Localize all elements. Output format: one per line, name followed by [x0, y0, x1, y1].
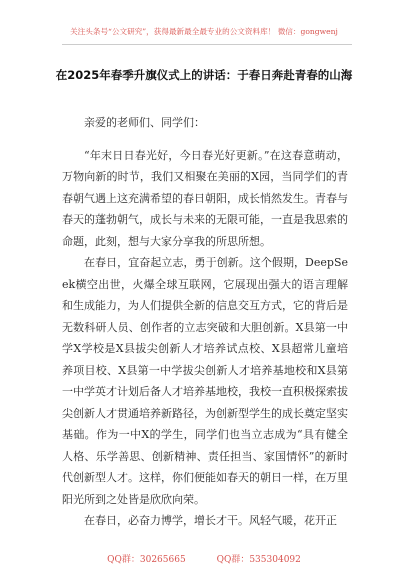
footer [0, 552, 408, 565]
footer-qq-group-1: QQ群：30265665 [107, 555, 186, 565]
salutation: 亲爱的老师们、同学们： [84, 116, 205, 129]
header-divider [62, 44, 352, 45]
paragraph-3: 在春日，必奋力博学，增长才干。风轻气暖，花开正 [84, 514, 337, 527]
paragraph-1: “年末日日春光好，今日春光好更新。”在这春意萌动，万物向新的时节，我们又相聚在美丽的X园，当同学们的青春朝气遇上这充满希望的春日朝阳，成长悄然发生。青春与春天的蓬勃朝气，成长与未来的无限可能，一直是我思索的命题，此刻，想与大家分享我的所思所想。 [62, 148, 348, 248]
paragraph-2: 在春日，宜奋起立志，勇于创新。这个假期，DeepSeek横空出世，火爆全球互联网，它展现出强大的语言理解和生成能力，为人们提供全新的信息交互方式，它的背后是无数科研人员、创作者的立志突破和大胆创新。X县第一中学X学校是X县拔尖创新人才培养试点校、X县超常儿童培养项目校、X县第一中学拔尖创新人才培养基地校和X县第一中学英才计划后备人才培养基地校，我校一直积极探索拔尖创新人才贯通培养新路径，为创新型学生的成长奠定坚实基础。作为一中X的学生，同学们也当立志成为“具有健全人格、乐学善思、创新精神、责任担当、家国情怀”的新时代创新型人才。这样，你们便能如春天的朝日一样，在万里阳光所到之处皆是欣欣向荣。 [62, 256, 348, 506]
document-body [62, 112, 348, 532]
header-banner: 关注头条号“公文研究”，获得最新最全最专业的公文资料库！ 微信：gongwenj [70, 27, 338, 36]
document-title: 在2025年春季升旗仪式上的讲话：于春日奔赴青春的山海 [55, 68, 353, 82]
footer-qq-group-2: QQ群：535304092 [216, 555, 301, 565]
